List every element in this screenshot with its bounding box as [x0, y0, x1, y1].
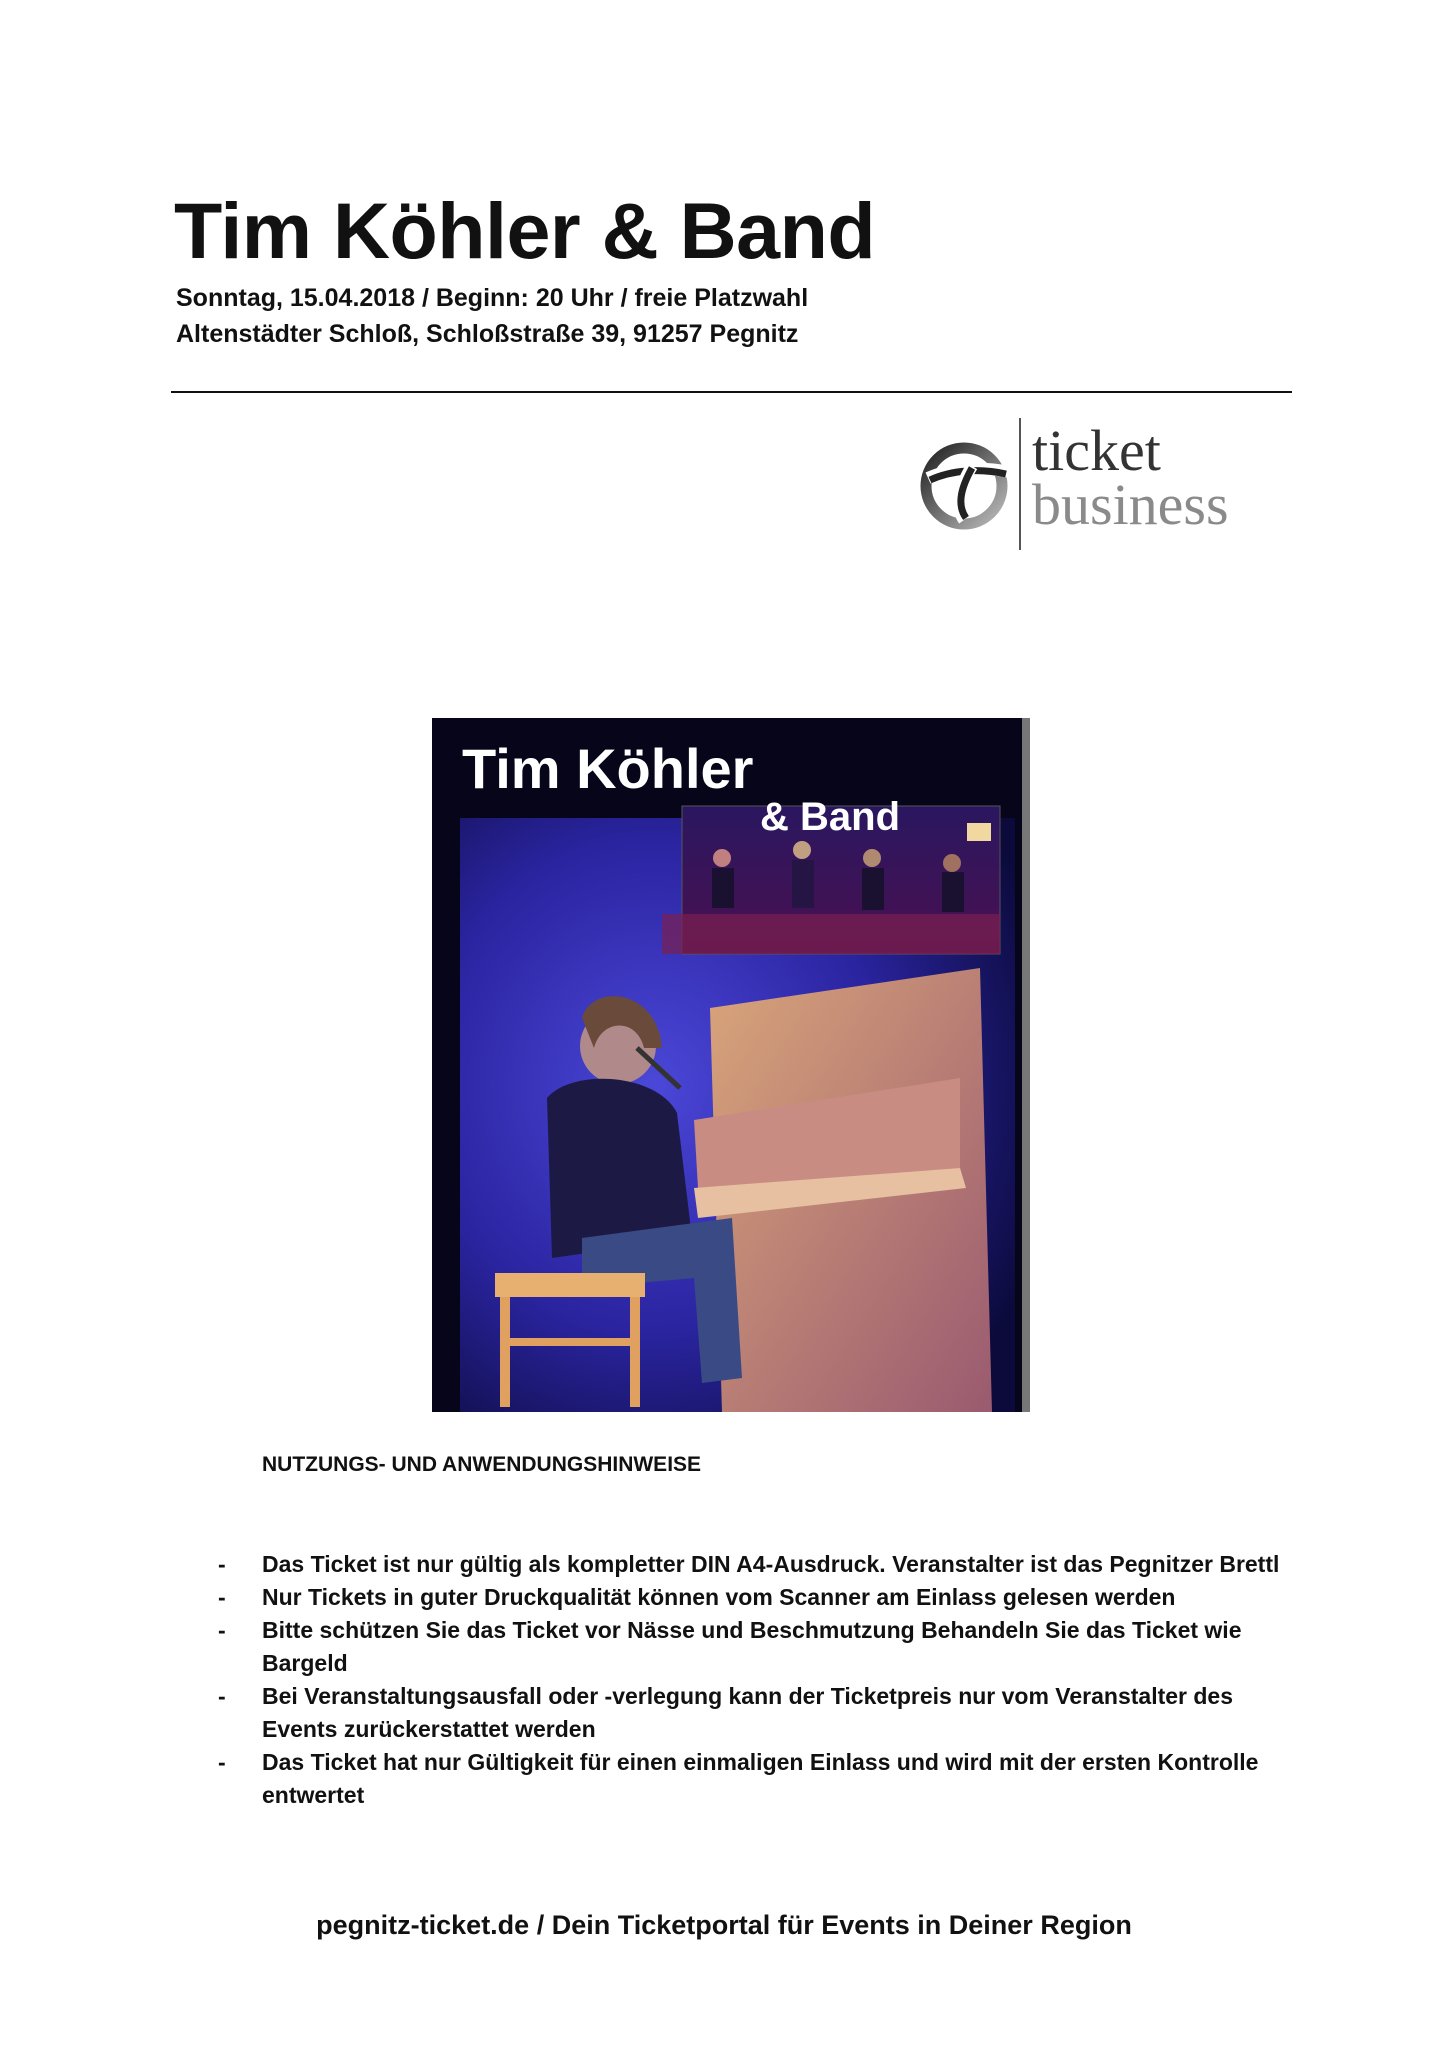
- instruction-text: Bei Veranstaltungsausfall oder -verlegung kann der Ticketpreis nur vom Veranstalter des Events zurückerstattet werden: [262, 1683, 1234, 1742]
- ticket-business-logo: [920, 416, 1280, 556]
- band-poster-image: [432, 718, 1030, 1412]
- instructions-heading: NUTZUNGS- UND ANWENDUNGSHINWEISE: [262, 1453, 702, 1476]
- ticket-business-emblem-icon: [920, 436, 1015, 536]
- list-item: - Nur Tickets in guter Druckqualität können vom Scanner am Einlass gelesen werden: [218, 1584, 1176, 1610]
- list-item: - Bei Veranstaltungsausfall oder -verlegung kann der Ticketpreis nur vom Veranstalter des Events zurückerstattet werden: [218, 1683, 1234, 1742]
- logo-word-business: business: [1032, 472, 1229, 537]
- poster-title: Tim Köhler: [462, 737, 754, 800]
- list-item: - Das Ticket ist nur gültig als kompletter DIN A4-Ausdruck. Veranstalter ist das Pegnitzer Brettl: [218, 1551, 1280, 1577]
- instruction-text: Nur Tickets in guter Druckqualität können vom Scanner am Einlass gelesen werden: [262, 1584, 1176, 1610]
- instruction-text: Bitte schützen Sie das Ticket vor Nässe und Beschmutzung Behandeln Sie das Ticket wie Bargeld: [262, 1617, 1242, 1676]
- list-item: - Bitte schützen Sie das Ticket vor Nässe und Beschmutzung Behandeln Sie das Ticket wie Bargeld: [218, 1617, 1242, 1676]
- list-item: - Das Ticket hat nur Gültigkeit für einen einmaligen Einlass und wird mit der ersten Kontrolle entwertet: [218, 1749, 1259, 1808]
- instruction-text: Das Ticket ist nur gültig als kompletter DIN A4-Ausdruck. Veranstalter ist das Pegnitzer Brettl: [262, 1551, 1280, 1577]
- logo-divider: [1019, 418, 1021, 550]
- instructions-list: [218, 1548, 1308, 1812]
- event-date-line: Sonntag, 15.04.2018 / Beginn: 20 Uhr / freie Platzwahl: [176, 284, 809, 312]
- header-divider: [171, 391, 1292, 393]
- event-title: Tim Köhler & Band: [174, 186, 876, 275]
- event-venue-line: Altenstädter Schloß, Schloßstraße 39, 91257 Pegnitz: [176, 320, 799, 348]
- poster-subtitle: & Band: [760, 795, 900, 839]
- footer-tagline: pegnitz-ticket.de / Dein Ticketportal für Events in Deiner Region: [316, 1910, 1132, 1940]
- instruction-text: Das Ticket hat nur Gültigkeit für einen einmaligen Einlass und wird mit der ersten Kontrolle entwertet: [262, 1749, 1259, 1808]
- logo-word-ticket: ticket: [1032, 418, 1161, 483]
